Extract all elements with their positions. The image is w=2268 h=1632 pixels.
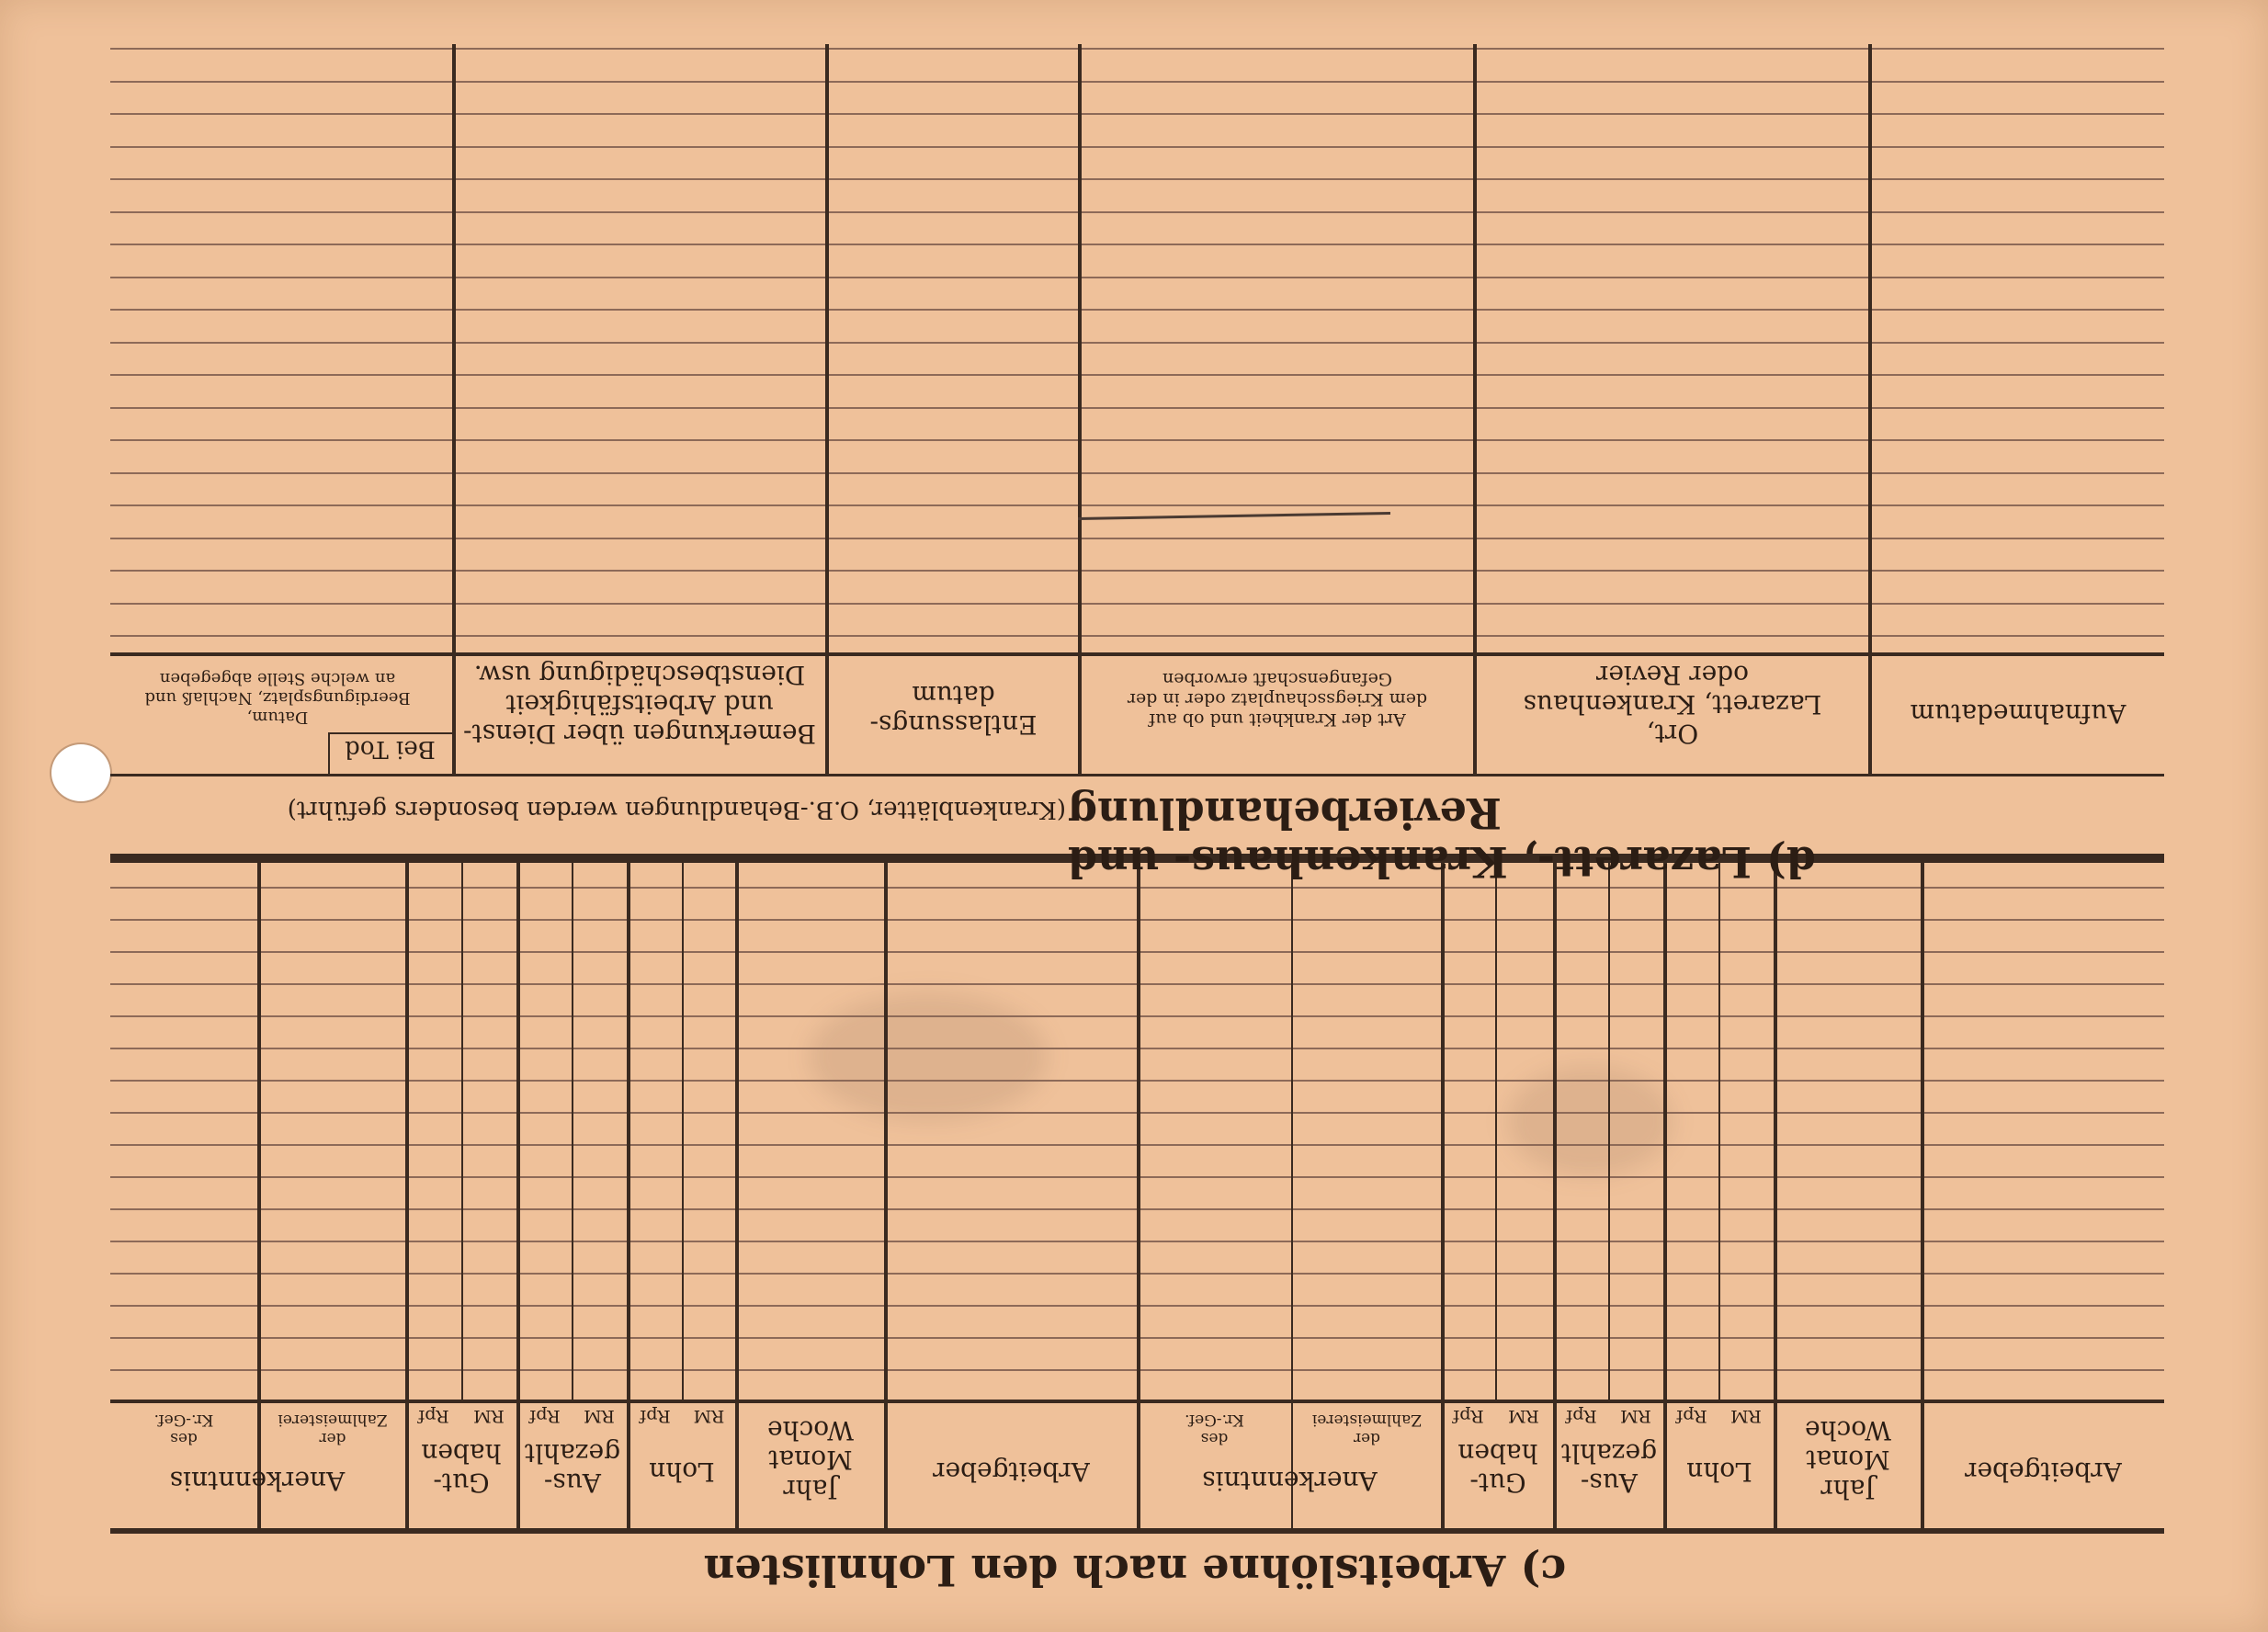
c-group2-wage-rpf: Rpf	[640, 1406, 671, 1426]
section-c-column-divider	[257, 857, 259, 1400]
c-group2-credit-header: Gut- haben	[421, 1438, 502, 1498]
section-c-column-line	[1441, 857, 1445, 1528]
section-c-column-line	[1663, 857, 1667, 1528]
section-d-row-line	[110, 146, 2164, 148]
section-c-column-divider	[461, 857, 463, 1400]
section-d-row-line	[110, 570, 2164, 572]
c-group1-employer-header: Arbeitgeber	[1965, 1456, 2122, 1487]
c-group2-paid-header: Aus- gezahlt	[524, 1438, 621, 1498]
section-d-row-line	[110, 113, 2164, 115]
d-remarks-header: Bemerkungen über Dienst- und Arbeitsfähigkeit Dienstbeschädigung usw.	[463, 660, 817, 749]
c-group1-credit-header: Gut- haben	[1457, 1438, 1538, 1498]
d-illness-header: Art der Krankheit und ob auf dem Kriegsschauplatz oder in der Gefangenschaft erworben	[1127, 669, 1428, 730]
c-group1-ack-pow: des Kr.-Gef.	[1185, 1411, 1244, 1447]
d-death-details: Datum, Beerdigungsplatz, Nachlaß und an welche Stelle abgegeben	[144, 669, 411, 727]
c-group2-wage-rm: RM	[693, 1406, 725, 1426]
section-c-column-divider	[572, 857, 573, 1400]
section-d-death-rule	[328, 732, 452, 734]
section-c-column-line	[516, 857, 520, 1528]
section-d-row-line	[110, 309, 2164, 311]
c-group2-wage-header: Lohn	[649, 1456, 715, 1487]
d-discharge-header: Entlassungs- datum	[869, 680, 1038, 740]
section-d-column-line	[1868, 44, 1872, 776]
c-group1-wage-header: Lohn	[1686, 1456, 1752, 1487]
section-c-column-divider	[1495, 857, 1497, 1400]
c-group2-ack-paymaster: der Zahlmeisterei	[278, 1411, 388, 1447]
c-group2-period-header: Jahr Monat Woche	[766, 1415, 855, 1504]
section-d-column-line	[1078, 44, 1082, 776]
c-group1-wage-rpf: Rpf	[1676, 1406, 1707, 1426]
c-group1-credit-rm: RM	[1508, 1406, 1539, 1426]
c-group2-credit-rpf: Rpf	[418, 1406, 449, 1426]
c-group1-period-header: Jahr Monat Woche	[1804, 1415, 1892, 1504]
pencil-mark	[1078, 512, 1390, 520]
section-d-row-line	[110, 342, 2164, 344]
section-c-column-divider	[1608, 857, 1610, 1400]
section-c-title: c) Arbeitslöhne nach den Lohnlisten	[703, 1546, 1567, 1595]
c-group2-ack-pow: des Kr.-Gef.	[153, 1411, 214, 1447]
c-group1-ack-paymaster: der Zahlmeisterei	[1311, 1411, 1423, 1447]
section-d-row-line	[110, 603, 2164, 605]
c-group2-ack-header: Anerkenntnis	[169, 1466, 346, 1496]
section-d-row-line	[110, 277, 2164, 278]
c-group2-paid-rm: RM	[584, 1406, 615, 1426]
d-admission-header: Aufnahmedatum	[1910, 698, 2126, 729]
section-d-row-line	[110, 244, 2164, 245]
d-death-heading: Bei Tod	[345, 735, 436, 763]
section-d-column-line	[825, 44, 829, 776]
section-d-row-line	[110, 504, 2164, 506]
c-group1-wage-rm: RM	[1730, 1406, 1762, 1426]
c-group2-employer-header: Arbeitgeber	[933, 1456, 1090, 1487]
c-group2-paid-rpf: Rpf	[529, 1406, 561, 1426]
c-group1-credit-rpf: Rpf	[1453, 1406, 1484, 1426]
section-d-row-line	[110, 374, 2164, 376]
section-c-column-line	[627, 857, 630, 1528]
d-place-header: Ort, Lazarett, Krankenhaus oder Revier	[1523, 660, 1822, 749]
section-d-row-line	[110, 48, 2164, 50]
section-d-row-line	[110, 635, 2164, 637]
section-d-title: d) Lazarett-, Krankenhaus- und Revierbehandlung	[1068, 788, 1816, 887]
c-group1-paid-rm: RM	[1620, 1406, 1651, 1426]
section-d-row-line	[110, 439, 2164, 441]
section-d-row-line	[110, 178, 2164, 180]
section-d-rule-header	[110, 652, 2164, 656]
section-c-column-line	[1553, 857, 1557, 1528]
section-c-rule-bottom	[110, 1528, 2164, 1534]
section-c-column-line	[884, 857, 888, 1528]
section-d-title-rule	[110, 774, 2164, 776]
section-d-row-line	[110, 538, 2164, 539]
c-group1-paid-rpf: Rpf	[1566, 1406, 1597, 1426]
section-d-row-line	[110, 211, 2164, 213]
section-d-row-line	[110, 81, 2164, 83]
section-d-note: (Krankenblätter, O.B.-Behandlungen werden besonders geführt)	[287, 796, 1066, 823]
c-group1-ack-header: Anerkenntnis	[1202, 1466, 1378, 1496]
section-d-row-line	[110, 407, 2164, 409]
section-d-row-line	[110, 472, 2164, 474]
section-c-column-line	[1921, 857, 1924, 1528]
c-group2-credit-rm: RM	[473, 1406, 505, 1426]
section-c-column-divider	[1718, 857, 1720, 1400]
section-c-column-divider	[682, 857, 684, 1400]
c-group1-paid-header: Aus- gezahlt	[1560, 1438, 1658, 1498]
